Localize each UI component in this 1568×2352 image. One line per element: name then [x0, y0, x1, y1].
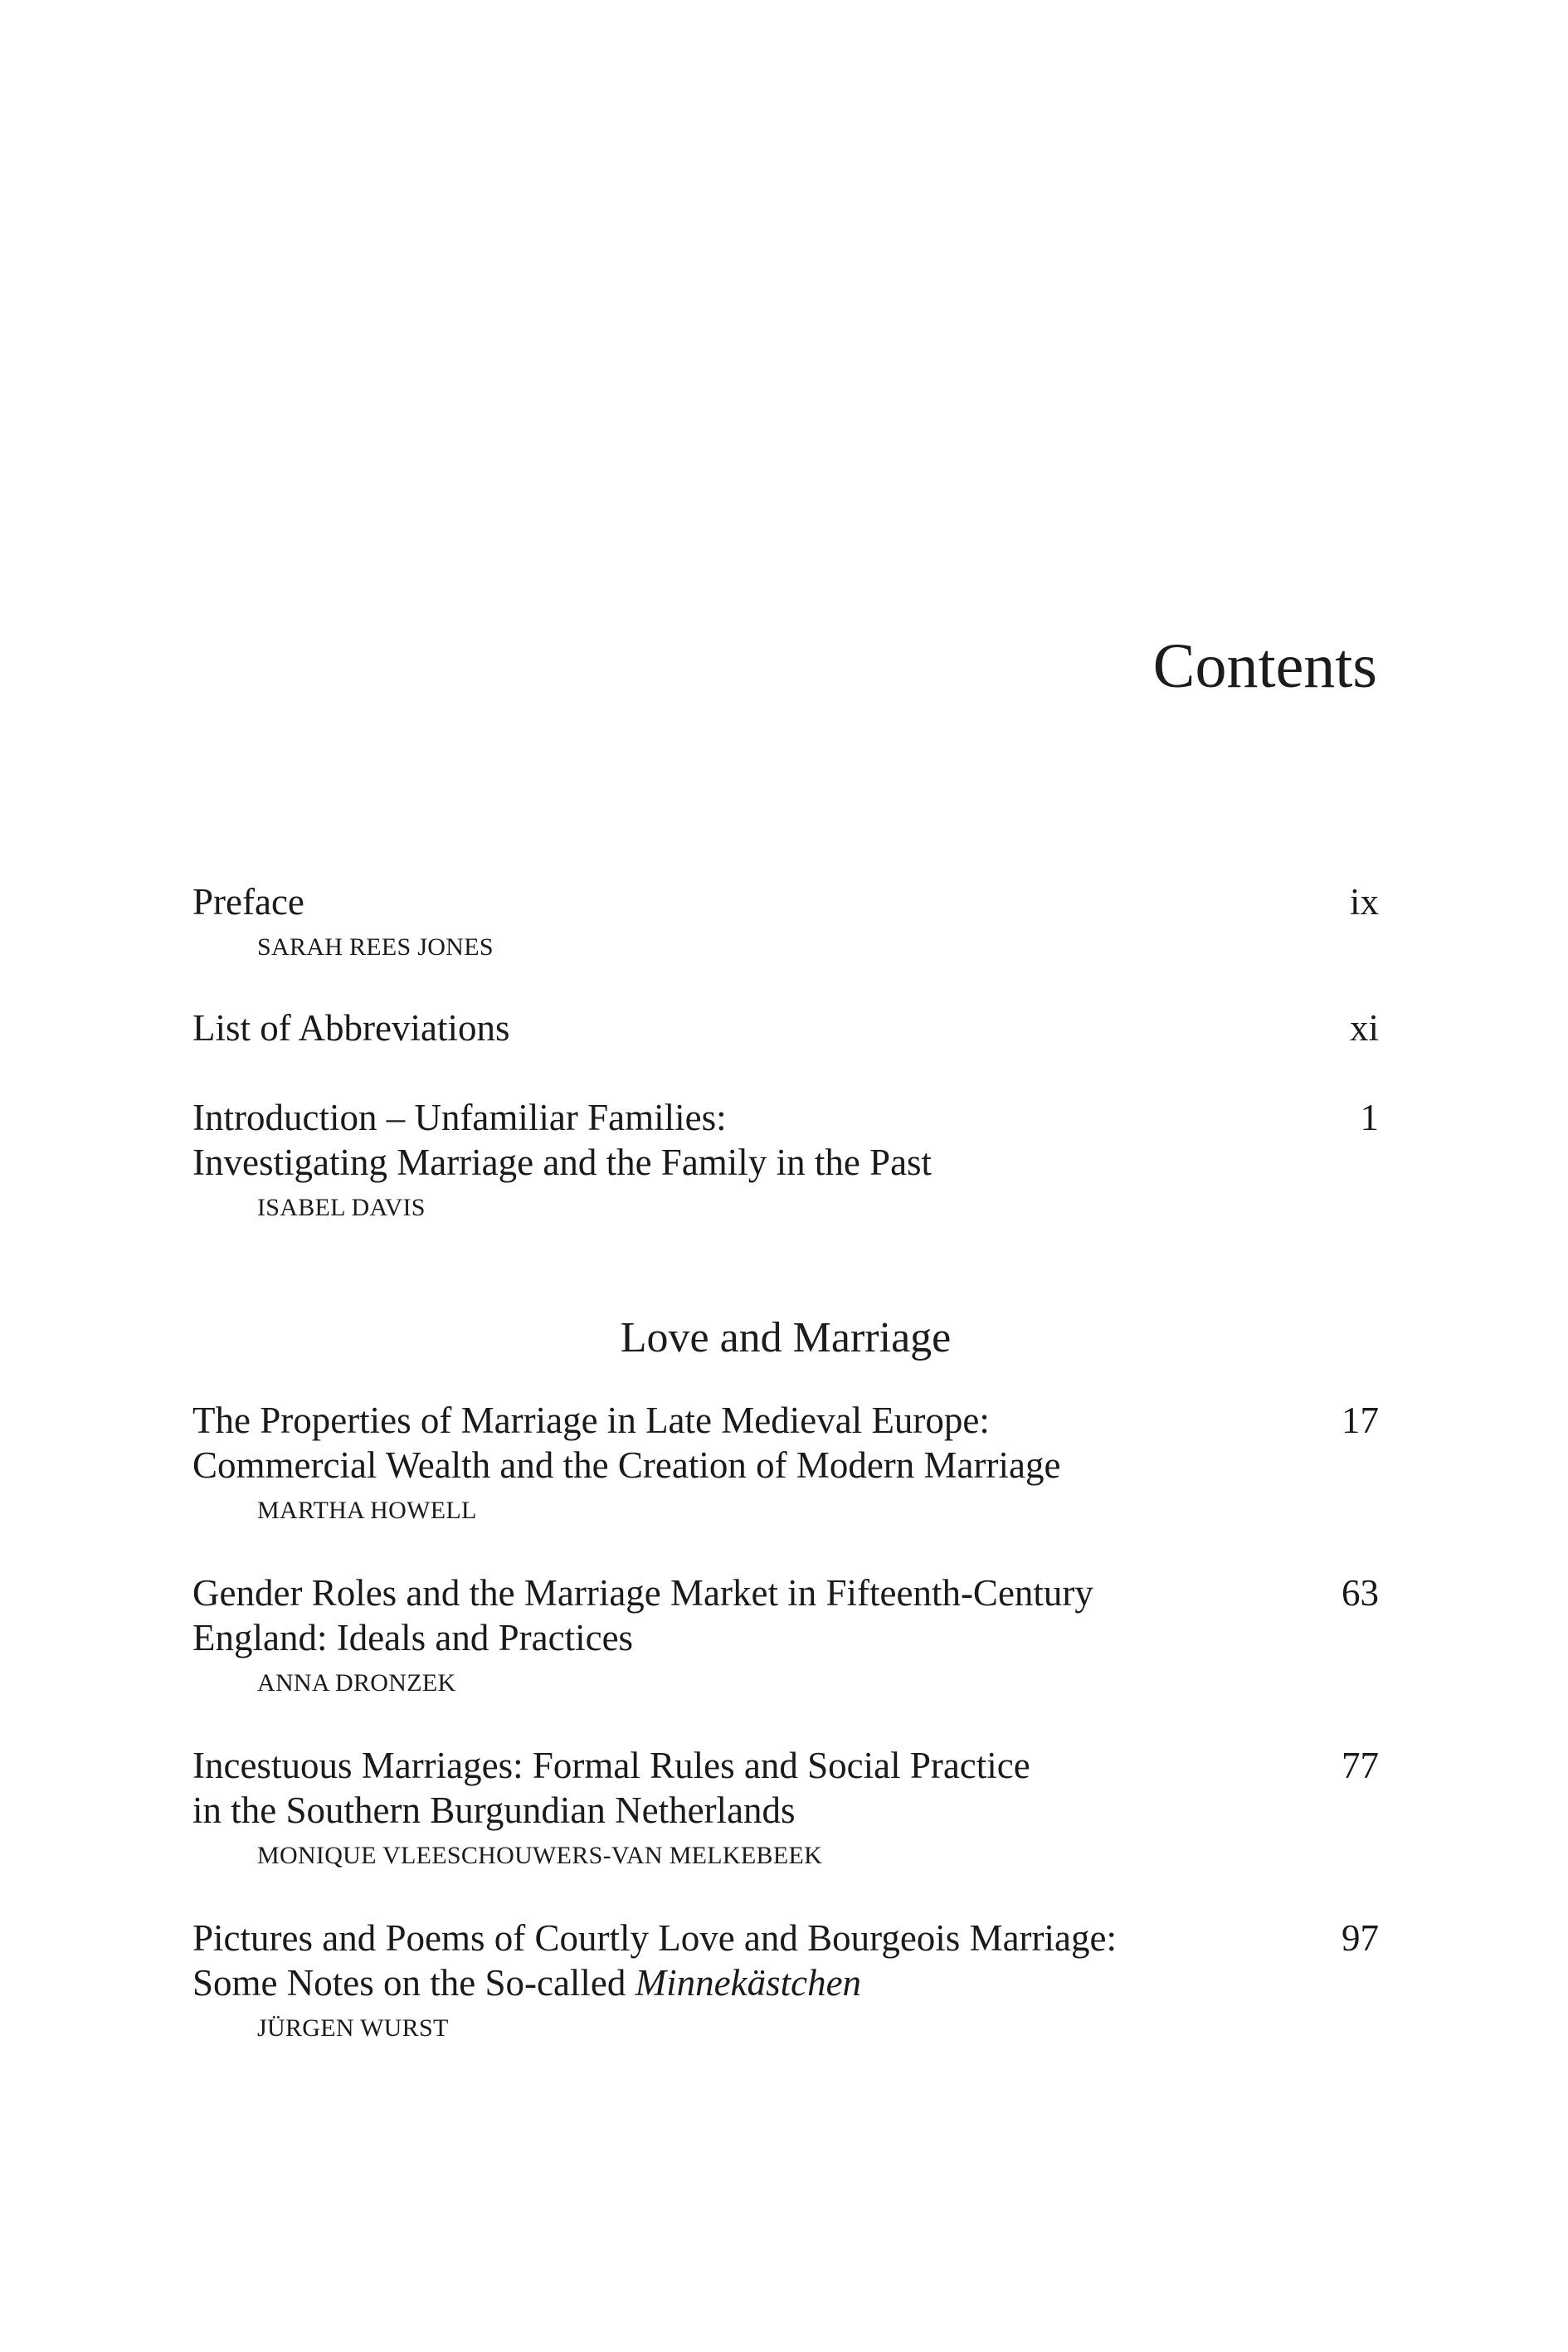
entry-title-line: Preface [192, 881, 304, 923]
entry-author: MONIQUE VLEESCHOUWERS-VAN MELKEBEEK [257, 1842, 823, 1869]
entry-title-line: List of Abbreviations [192, 1007, 510, 1049]
section-heading: Love and Marriage [620, 1314, 952, 1361]
entry-title-line: Investigating Marriage and the Family in the Past [192, 1142, 933, 1183]
toc-entry-introduction[interactable] [192, 1095, 1379, 1223]
entry-page-number: 97 [1342, 1917, 1379, 1959]
toc-entry-abbreviations[interactable] [192, 1006, 1379, 1050]
entry-title [192, 1398, 1221, 1488]
toc-entry-preface[interactable] [192, 879, 1379, 962]
entry-author: ISABEL DAVIS [257, 1194, 426, 1221]
entry-page-number: 1 [1360, 1097, 1379, 1138]
entry-title [192, 1743, 1221, 1833]
entry-title-line: Commercial Wealth and the Creation of Modern Marriage [192, 1444, 1061, 1486]
entry-page-number: xi [1349, 1007, 1379, 1049]
entry-title [192, 1916, 1221, 2005]
entry-title-line: in the Southern Burgundian Netherlands [192, 1790, 796, 1831]
entry-title [192, 1006, 1221, 1050]
page-title: Contents [1152, 631, 1377, 701]
entry-title-line: Introduction – Unfamiliar Families: [192, 1097, 727, 1138]
entry-title-line: Incestuous Marriages: Formal Rules and Social Practice [192, 1745, 1030, 1786]
entry-title-line: The Properties of Marriage in Late Medieval Europe: [192, 1400, 990, 1441]
toc-entry-howell[interactable] [192, 1398, 1379, 1526]
entry-title [192, 879, 1221, 924]
entry-author: ANNA DRONZEK [257, 1669, 456, 1697]
entry-title-line [192, 1960, 1221, 2005]
entry-title [192, 1095, 1221, 1185]
entry-title-text: Some Notes on the So-called [192, 1962, 635, 2004]
toc-entry-vleeschouwers[interactable] [192, 1743, 1379, 1871]
entry-title-line: Pictures and Poems of Courtly Love and Bourgeois Marriage: [192, 1917, 1117, 1959]
entry-title [192, 1570, 1221, 1660]
entry-page-number: ix [1349, 881, 1379, 923]
entry-title-line: Gender Roles and the Marriage Market in Fifteenth-Century [192, 1572, 1093, 1614]
toc-entry-dronzek[interactable] [192, 1570, 1379, 1698]
entry-page-number: 63 [1342, 1572, 1379, 1614]
toc-entry-wurst[interactable] [192, 1916, 1379, 2043]
entry-page-number: 77 [1342, 1745, 1379, 1786]
entry-author: MARTHA HOWELL [257, 1497, 477, 1524]
entry-author: JÜRGEN WURST [257, 2014, 449, 2042]
entry-title-italic: Minnekästchen [635, 1962, 862, 2004]
entry-page-number: 17 [1342, 1400, 1379, 1441]
entry-author: SARAH REES JONES [257, 933, 494, 961]
entry-title-line: England: Ideals and Practices [192, 1617, 634, 1658]
